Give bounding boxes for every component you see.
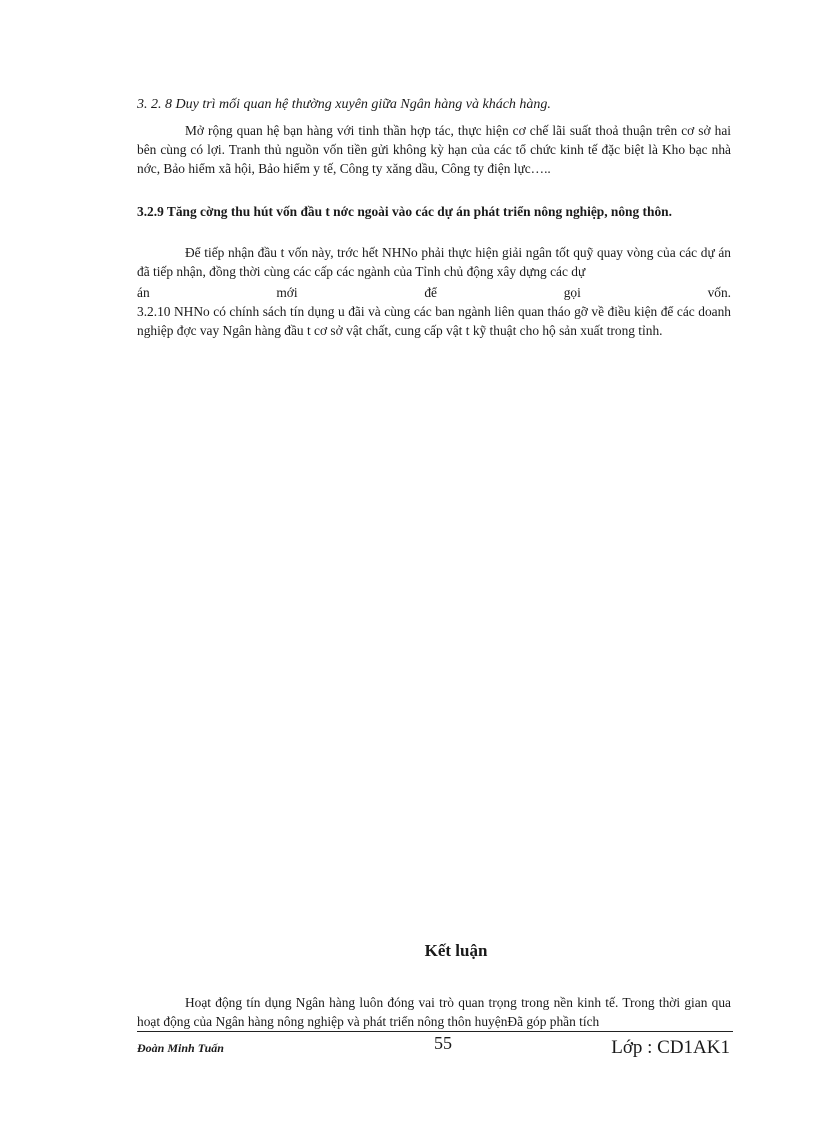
footer-class-label: Lớp : CD1AK1 bbox=[611, 1037, 730, 1058]
conclusion-paragraph: Hoạt động tín dụng Ngân hàng luôn đóng vai trò quan trọng trong nền kinh tế. Trong thời gian qua hoạt động của Ngân hàng nông nghiệp và phát triển nông thôn huyệnĐã góp phần tích bbox=[137, 995, 731, 1029]
paragraph-3-2-9: Để tiếp nhận đầu t vốn này, trớc hết NHNo phải thực hiện giải ngân tốt quỹ quay vòng của các dự án đã tiếp nhận, đồng thời cùng các cấp các ngành của Tỉnh chủ động xây dựng các dự bbox=[137, 245, 731, 279]
page-number: 55 bbox=[434, 1033, 452, 1053]
section-heading-3-2-8: 3. 2. 8 Duy trì mối quan hệ thường xuyên giữa Ngân hàng và khách hàng. bbox=[137, 97, 551, 112]
word: mới bbox=[276, 285, 298, 300]
section-heading-3-2-9: 3.2.9 Tăng cờng thu hút vốn đầu t nớc ngoài vào các dự án phát triển nông nghiệp, nông thôn. bbox=[137, 204, 672, 219]
paragraph-3-2-9-last-line bbox=[137, 283, 731, 302]
word: án bbox=[137, 285, 150, 300]
word: gọi bbox=[563, 285, 581, 300]
paragraph-3-2-10: 3.2.10 NHNo có chính sách tín dụng u đãi và cùng các ban ngành liên quan tháo gỡ về điều kiện để các doanh nghiệp đợc vay Ngân hàng đầu t cơ sở vật chất, cung cấp vật t kỹ thuật cho hộ sản xuất trong tỉnh. bbox=[137, 304, 731, 338]
footer-divider bbox=[137, 1031, 733, 1032]
footer-author: Đoàn Minh Tuấn bbox=[137, 1041, 224, 1055]
conclusion-title: Kết luận bbox=[424, 941, 488, 960]
word: để bbox=[424, 285, 437, 300]
word: vốn. bbox=[707, 285, 731, 300]
paragraph-3-2-8: Mở rộng quan hệ bạn hàng với tinh thần hợp tác, thực hiện cơ chế lãi suất thoả thuận trên cơ sở hai bên cùng có lợi. Tranh thủ nguồn vốn tiền gửi không kỳ hạn của các tổ chức kinh tế đặc biệt là Kho bạc nhà nớc, Bảo hiểm xã hội, Bảo hiểm y tế, Công ty xăng dầu, Công ty điện lực….. bbox=[137, 123, 731, 176]
